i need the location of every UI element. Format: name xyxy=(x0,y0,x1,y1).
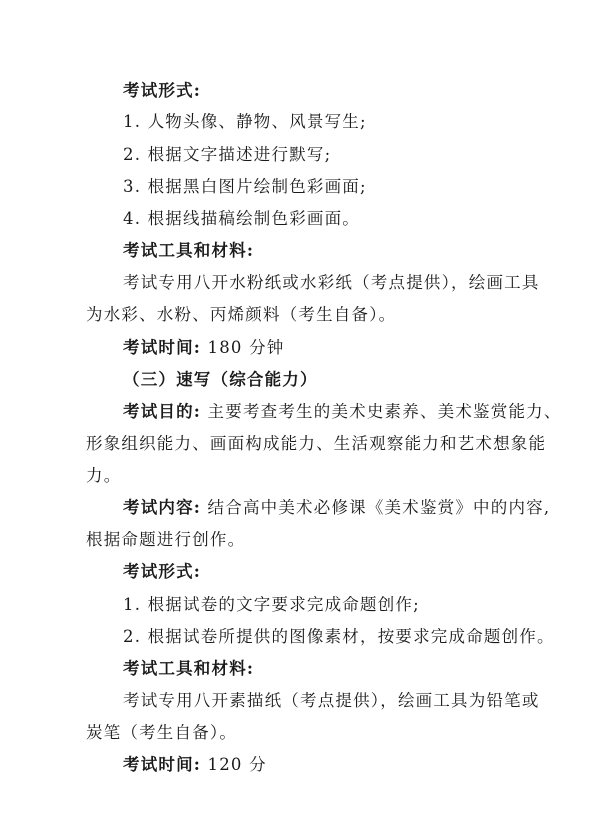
exam-time-value-2: 120 分 xyxy=(201,755,267,774)
purpose-text-1: 主要考查考生的美术史素养、美术鉴赏能力、 xyxy=(201,402,562,421)
form2-item-2: 2. 根据试卷所提供的图像素材，按要求完成命题创作。 xyxy=(123,627,555,646)
exam-time-line-2 xyxy=(123,755,267,775)
purpose-line-2: 形象组织能力、画面构成能力、生活观察能力和艺术想象能 xyxy=(86,434,547,453)
form-item-2: 2. 根据文字描述进行默写; xyxy=(123,145,332,164)
tools-heading-2: 考试工具和材料: xyxy=(123,659,255,678)
purpose-label: 考试目的: xyxy=(123,402,202,421)
form2-item-1: 1. 根据试卷的文字要求完成命题创作; xyxy=(123,595,420,614)
content-line-2: 根据命题进行创作。 xyxy=(86,530,246,549)
tools-line-2: 为水彩、水粉、丙烯颜料（考生自备）。 xyxy=(86,305,397,324)
tools-line-1: 考试专用八开水粉纸或水彩纸（考点提供），绘画工具 xyxy=(123,273,540,292)
content-label: 考试内容: xyxy=(123,498,202,517)
purpose-line-3: 力。 xyxy=(86,466,122,485)
form-item-3: 3. 根据黑白图片绘制色彩画面; xyxy=(123,177,367,196)
exam-form-heading: 考试形式: xyxy=(123,81,202,100)
form-item-4: 4. 根据线描稿绘制色彩画面。 xyxy=(123,209,360,228)
tools2-line-1: 考试专用八开素描纸（考点提供），绘画工具为铅笔或 xyxy=(123,691,540,710)
exam-form-heading-2: 考试形式: xyxy=(123,562,202,581)
content-line-1 xyxy=(123,498,550,518)
purpose-line-1 xyxy=(123,402,562,422)
exam-time-label-2: 考试时间: xyxy=(123,755,202,774)
tools-heading: 考试工具和材料: xyxy=(123,241,255,260)
tools2-line-2: 炭笔（考生自备）。 xyxy=(86,723,238,742)
section-title: （三）速写（综合能力） xyxy=(123,370,318,389)
content-text-1: 结合高中美术必修课《美术鉴赏》中的内容, xyxy=(201,498,551,517)
form-item-1: 1. 人物头像、静物、风景写生; xyxy=(123,112,367,131)
exam-time-label: 考试时间: xyxy=(123,338,202,357)
exam-time-value: 180 分钟 xyxy=(201,338,285,357)
exam-time-line xyxy=(123,338,284,358)
